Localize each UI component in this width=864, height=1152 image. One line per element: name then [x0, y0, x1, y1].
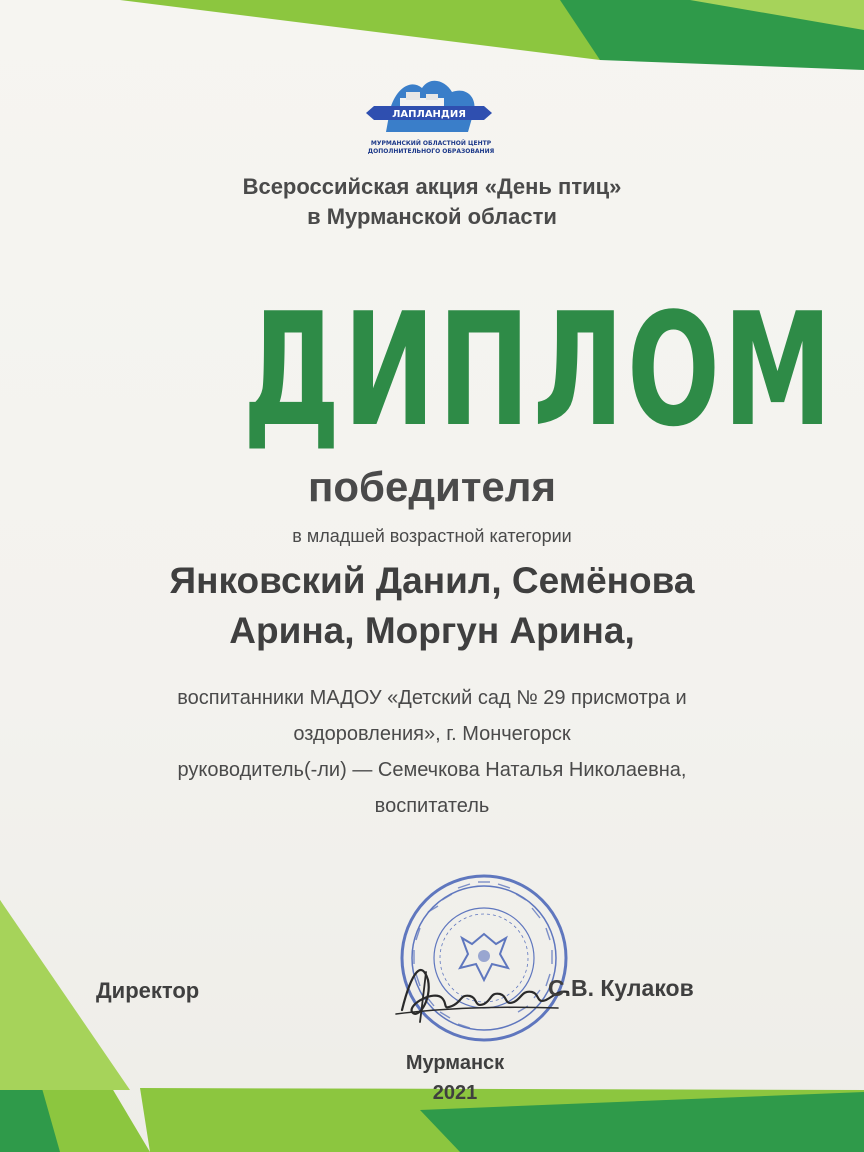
event-heading [0, 172, 864, 232]
details-line2: оздоровления», г. Мончегорск [293, 723, 571, 745]
recipient-names [0, 556, 864, 656]
logo-caption [356, 140, 506, 156]
diploma-title: ДИПЛОМ [242, 279, 836, 461]
logo-caption-line2: ДОПОЛНИТЕЛЬНОГО ОБРАЗОВАНИЯ [367, 148, 495, 155]
details-line4: воспитатель [374, 795, 490, 817]
issue-year: 2021 [432, 1082, 478, 1104]
age-category: в младшей возрастной категории [292, 526, 572, 546]
director-label: Директор [96, 978, 200, 1003]
logo-caption-line1: МУРМАНСКИЙ ОБЛАСТНОЙ ЦЕНТР [370, 140, 492, 147]
logo-banner-text: ЛАПЛАНДИЯ [392, 109, 466, 120]
winner-subtitle: победителя [308, 463, 556, 510]
event-heading-line1: Всероссийская акция «День птиц» [242, 174, 622, 199]
details-line3: руководитель(-ли) — Семечкова Наталья Николаевна, [177, 759, 687, 781]
recipient-names-line2: Арина, Моргун Арина, [229, 610, 635, 651]
details-line1: воспитанники МАДОУ «Детский сад № 29 присмотра и [177, 687, 687, 709]
recipient-details [0, 680, 864, 824]
recipient-names-line1: Янковский Данил, Семёнова [169, 560, 695, 601]
director-name: С.В. Кулаков [548, 975, 694, 1001]
event-heading-line2: в Мурманской области [307, 204, 557, 229]
issue-city: Мурманск [405, 1052, 505, 1074]
